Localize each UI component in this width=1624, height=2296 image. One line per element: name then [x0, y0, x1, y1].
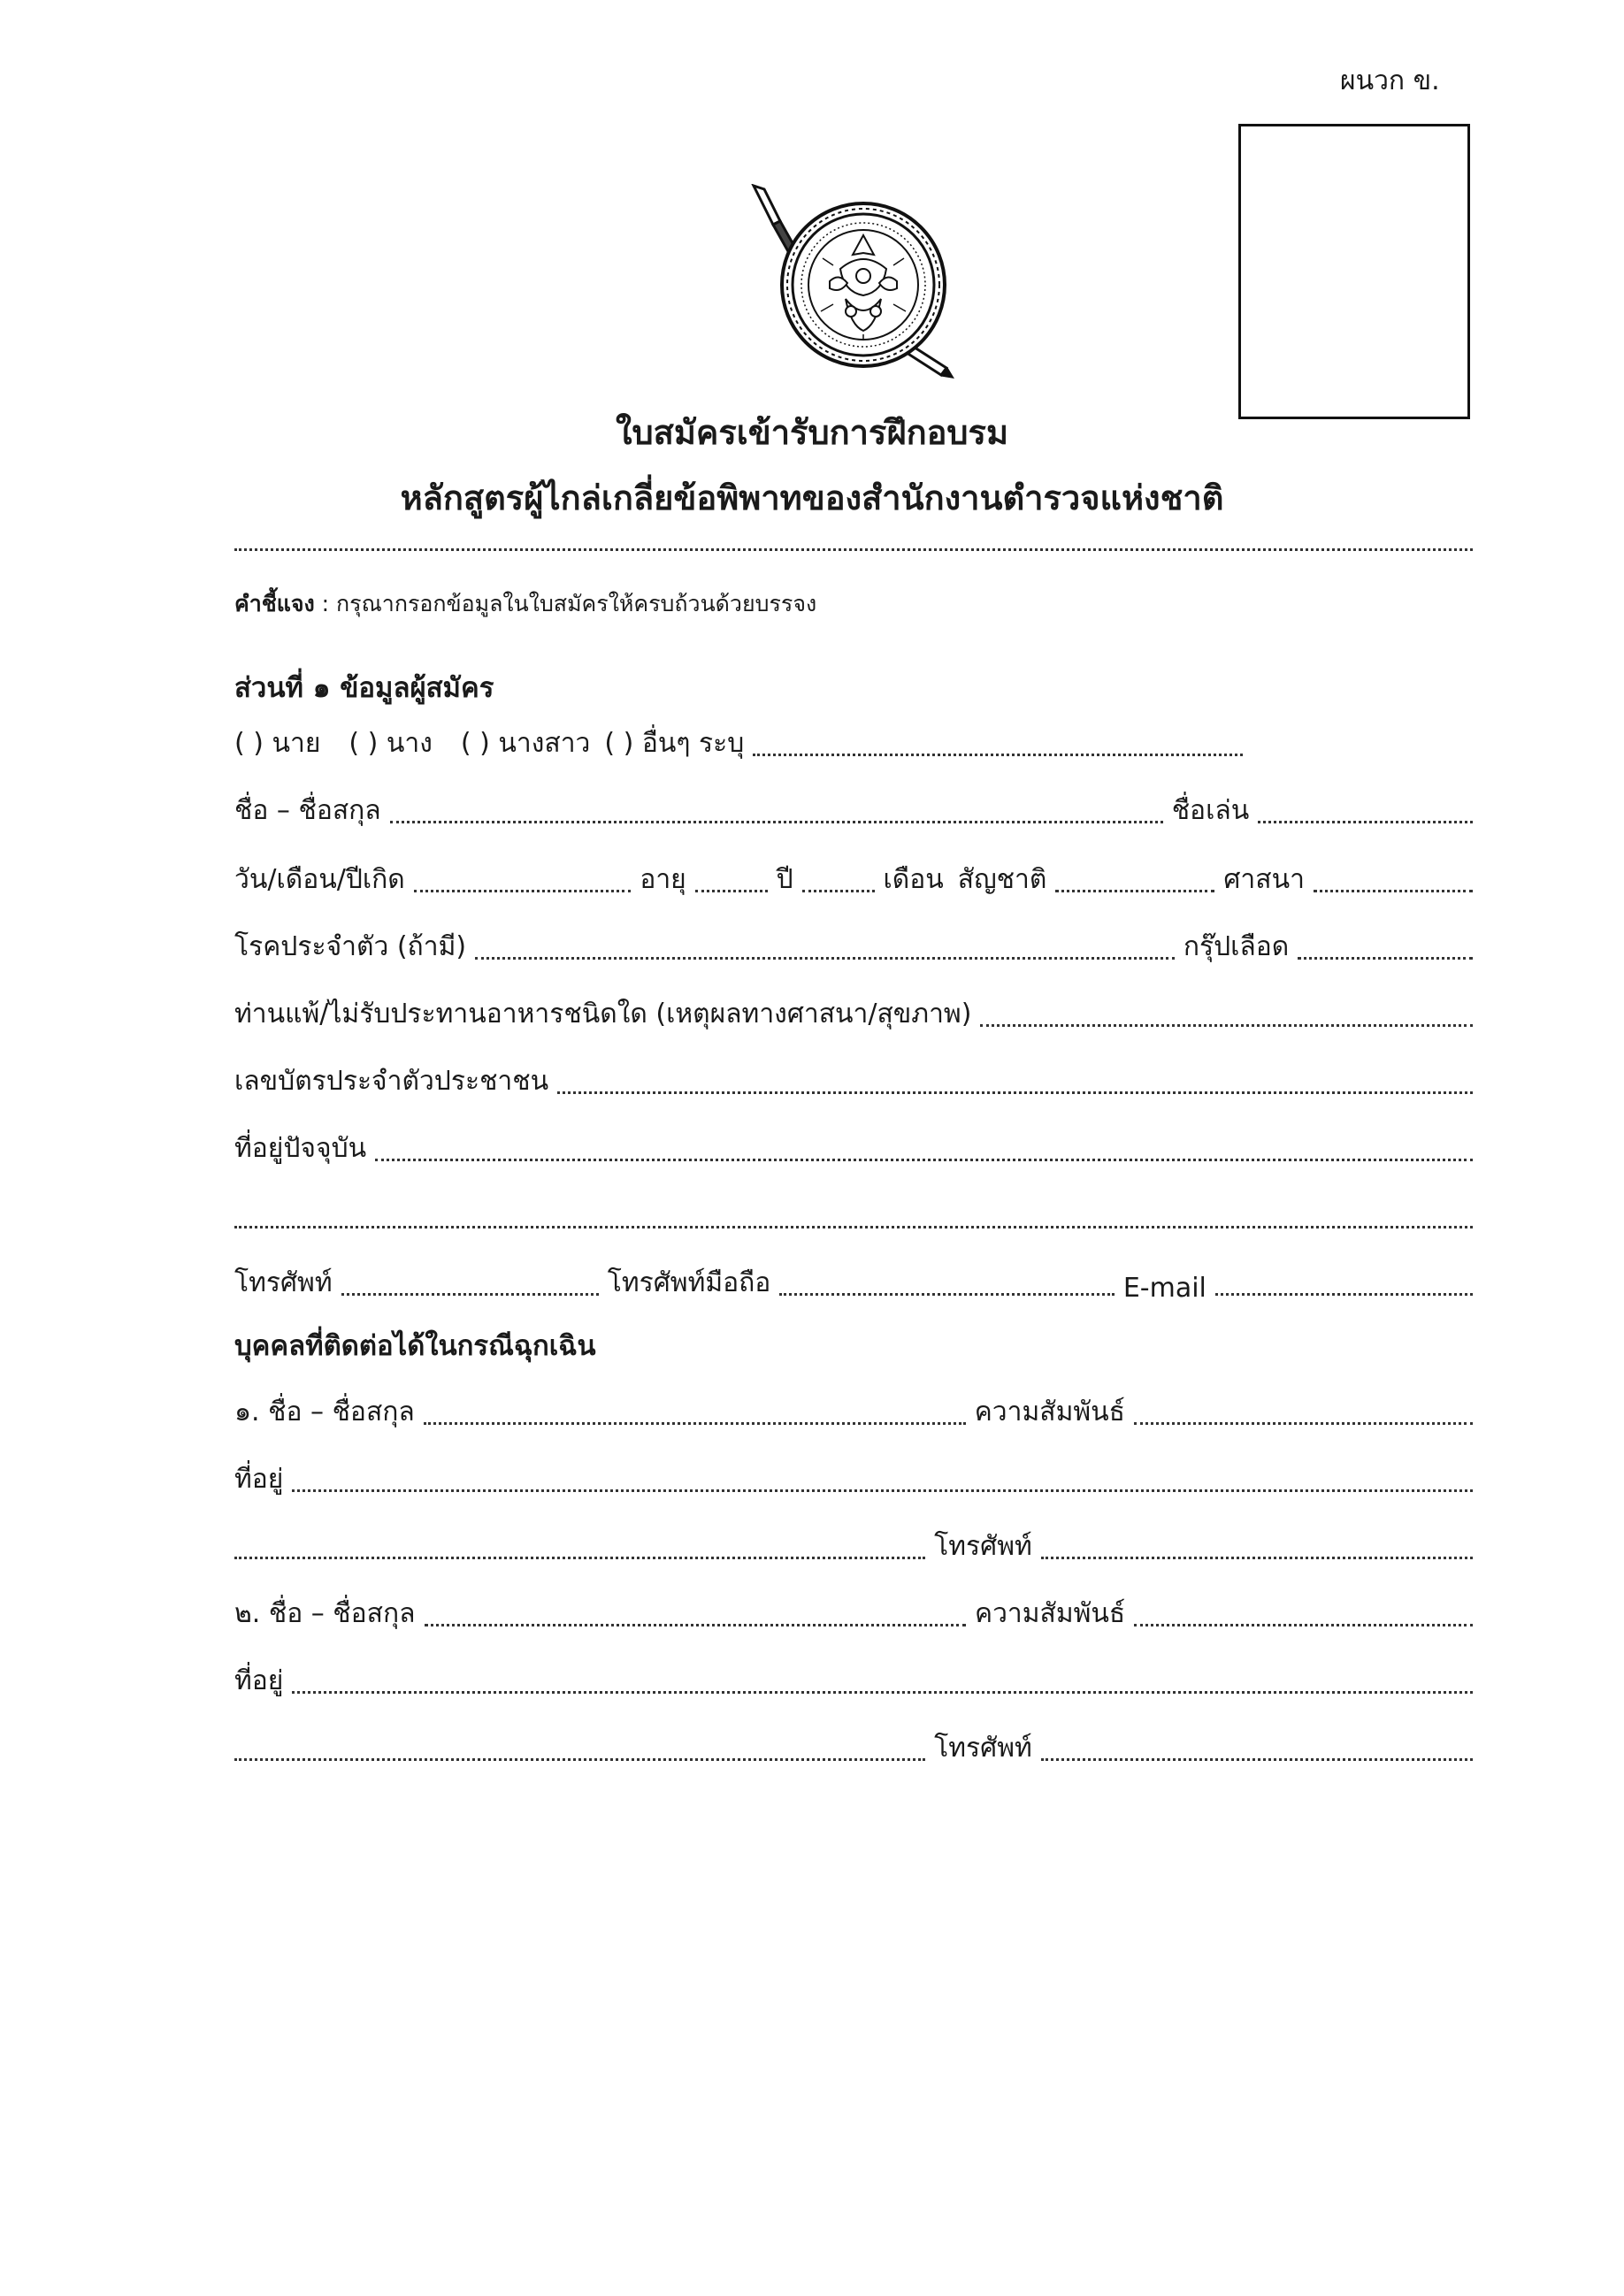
mobile-label: โทรศัพท์มือถือ [607, 1267, 771, 1298]
police-emblem-icon [741, 184, 971, 380]
contact1-address-row [234, 1454, 1473, 1500]
title-option-mrs[interactable]: ( ) นาง [349, 728, 433, 759]
title-option-other[interactable]: ( ) อื่นๆ ระบุ [604, 728, 745, 759]
id-row [234, 1056, 1473, 1102]
dob-field[interactable] [414, 890, 632, 892]
name-label: ชื่อ – ชื่อสกุล [234, 795, 381, 826]
age-months-field[interactable] [802, 890, 875, 892]
contact2-phone-field[interactable] [1041, 1758, 1473, 1761]
nickname-label: ชื่อเล่น [1171, 795, 1250, 826]
address-field-2[interactable] [234, 1226, 1473, 1228]
contact2-relation-field[interactable] [1134, 1624, 1473, 1626]
id-field[interactable] [557, 1091, 1473, 1094]
disease-field[interactable] [475, 957, 1175, 960]
nationality-label: สัญชาติ [957, 864, 1047, 895]
contact1-relation-label: ความสัมพันธ์ [974, 1397, 1125, 1427]
nationality-field[interactable] [1055, 890, 1214, 892]
contact1-address-field[interactable] [292, 1489, 1473, 1492]
address-row [234, 1123, 1473, 1169]
age-label: อายุ [640, 864, 686, 895]
address-row-2 [234, 1190, 1473, 1236]
title-options-row [234, 718, 1243, 764]
blood-field[interactable] [1298, 957, 1473, 960]
contact1-address-label: ที่อยู่ [234, 1464, 284, 1495]
mobile-field[interactable] [779, 1293, 1114, 1296]
emergency-heading: บุคคลที่ติดต่อได้ในกรณีฉุกเฉิน [234, 1330, 596, 1362]
contact1-relation-field[interactable] [1134, 1422, 1473, 1425]
disease-row [234, 922, 1473, 968]
contact1-phone-label: โทรศัพท์ [934, 1531, 1032, 1562]
instructions [234, 586, 816, 622]
title-option-miss[interactable]: ( ) นางสาว [460, 728, 591, 759]
section1-heading: ส่วนที่ ๑ ข้อมูลผู้สมัคร [234, 672, 494, 704]
course-title: หลักสูตรผู้ไกล่เกลี่ยข้อพิพาทของสำนักงานตำรวจแห่งชาติ [400, 478, 1224, 517]
appendix-label: ผนวก ข. [1340, 65, 1440, 96]
age-field[interactable] [695, 890, 768, 892]
religion-field[interactable] [1314, 890, 1473, 892]
allergy-field[interactable] [980, 1024, 1473, 1027]
contact2-address-label: ที่อยู่ [234, 1665, 284, 1696]
divider [234, 548, 1473, 551]
contact2-name-row [234, 1588, 1473, 1634]
instructions-label: คำชี้แจง [234, 591, 315, 616]
contact2-relation-label: ความสัมพันธ์ [975, 1598, 1126, 1629]
contact2-name-field[interactable] [425, 1624, 966, 1626]
dob-row [234, 854, 1473, 900]
contact1-address-field-2[interactable] [234, 1557, 925, 1559]
contact2-phone-row [234, 1723, 1473, 1769]
email-label: E-mail [1122, 1273, 1207, 1304]
instructions-text: : กรุณากรอกข้อมูลในใบสมัครให้ครบถ้วนด้วยบรรจง [314, 591, 817, 616]
month-label: เดือน [883, 864, 944, 895]
name-row [234, 785, 1473, 831]
contact2-address-field-2[interactable] [234, 1758, 925, 1761]
name-field[interactable] [390, 821, 1163, 823]
phone-label: โทรศัพท์ [234, 1267, 333, 1298]
allergy-label: ท่านแพ้/ไม่รับประทานอาหารชนิดใด (เหตุผลทางศาสนา/สุขภาพ) [234, 999, 972, 1029]
title-other-field[interactable] [753, 754, 1243, 756]
id-label: เลขบัตรประจำตัวประชาชน [234, 1066, 549, 1097]
contact2-phone-label: โทรศัพท์ [934, 1733, 1032, 1764]
photo-box [1238, 124, 1470, 419]
address-field[interactable] [375, 1159, 1473, 1161]
contact1-phone-field[interactable] [1041, 1557, 1473, 1559]
address-label: ที่อยู่ปัจจุบัน [234, 1133, 367, 1164]
religion-label: ศาสนา [1223, 864, 1305, 895]
title-option-mr[interactable]: ( ) นาย [234, 728, 321, 759]
contact2-address-row [234, 1656, 1473, 1702]
form-title: ใบสมัครเข้ารับการฝึกอบรม [615, 413, 1008, 452]
contact1-name-row [234, 1387, 1473, 1433]
dob-label: วัน/เดือน/ปีเกิด [234, 864, 405, 895]
contact1-name-label: ๑. ชื่อ – ชื่อสกุล [234, 1397, 415, 1427]
contact1-name-field[interactable] [424, 1422, 966, 1425]
allergy-row [234, 989, 1473, 1035]
contact2-address-field[interactable] [292, 1691, 1473, 1694]
contact1-phone-row [234, 1521, 1473, 1567]
blood-label: กรุ๊ปเลือด [1183, 931, 1290, 962]
contact2-name-label: ๒. ชื่อ – ชื่อสกุล [234, 1598, 416, 1629]
nickname-field[interactable] [1258, 821, 1473, 823]
phone-field[interactable] [341, 1293, 599, 1296]
year-label: ปี [776, 864, 793, 895]
disease-label: โรคประจำตัว (ถ้ามี) [234, 931, 467, 962]
email-field[interactable] [1215, 1293, 1473, 1296]
phone-row [234, 1258, 1473, 1304]
